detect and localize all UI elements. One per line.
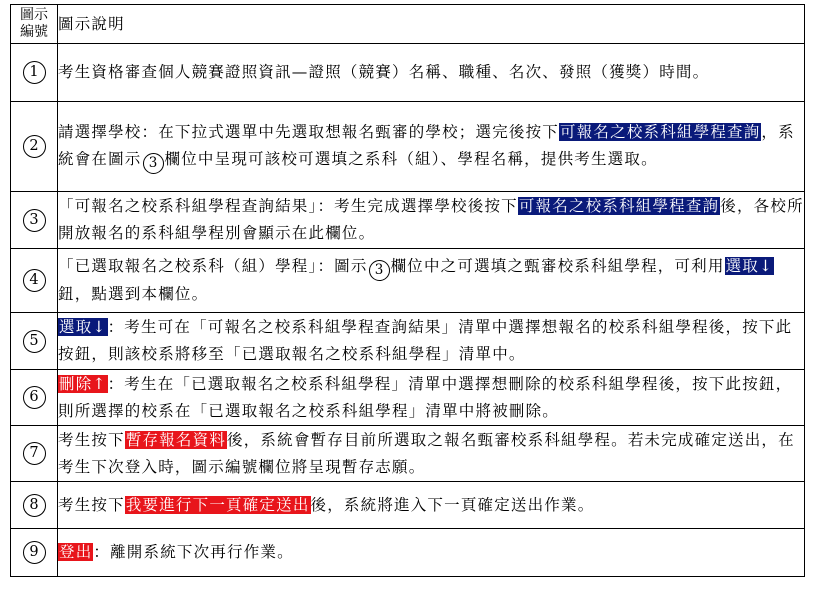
circled-ref-3: 3 <box>143 153 164 174</box>
circled-number-2: 2 <box>23 135 46 158</box>
circled-ref-3: 3 <box>369 260 390 281</box>
header-num-label-line2: 編號 <box>20 24 48 40</box>
legend-row-3 <box>11 192 805 249</box>
select-down-button-label: 選取↓ <box>59 318 107 336</box>
next-page-submit-button-label: 我要進行下一頁確定送出 <box>125 495 310 514</box>
circled-number-1: 1 <box>23 61 46 84</box>
circled-number-9: 9 <box>23 541 46 564</box>
select-down-button-label: 選取↓ <box>725 257 774 275</box>
delete-up-button-label: 刪除↑ <box>59 374 107 393</box>
row-6-desc: 刪除↑：考生在「已選取報名之校系科組學程」清單中選擇想刪除的校系科組學程後，按下此按鈕，則所選擇的校系在「已選取報名之校系科組學程」清單中將被刪除。 <box>58 370 805 426</box>
circled-number-4: 4 <box>23 269 46 292</box>
legend-table <box>10 4 805 577</box>
row-2-desc: 請選擇學校：在下拉式選單中先選取想報名甄審的學校；選完後按下可報名之校系科組學程查詢，系統會在圖示 3 欄位中呈現可該校可選填之系科（組）、學程名稱，提供考生選取。 <box>58 102 805 192</box>
circled-number-5: 5 <box>23 330 46 353</box>
header-desc-cell <box>58 5 805 44</box>
header-num-cell <box>11 5 58 44</box>
row-7-desc: 考生按下暫存報名資料後，系統會暫存目前所選取之報名甄審校系科組學程。若未完成確定送出，在考生下次登入時，圖示編號欄位將呈現暫存志願。 <box>58 426 805 482</box>
legend-row-6 <box>11 370 805 426</box>
row-4-desc: 「已選取報名之校系科（組）學程」：圖示 3 欄位中之可選填之甄審校系科組學程，可利用選取↓鈕，點選到本欄位。 <box>58 249 805 313</box>
header-row <box>11 5 805 44</box>
legend-row-7 <box>11 426 805 482</box>
row-8-desc: 考生按下我要進行下一頁確定送出後，系統將進入下一頁確定送出作業。 <box>58 482 805 529</box>
row-3-desc: 「可報名之校系科組學程查詢結果」：考生完成選擇學校後按下可報名之校系科組學程查詢後，各校所開放報名的系科組學程別會顯示在此欄位。 <box>58 192 805 249</box>
logout-button-label: 登出 <box>59 543 93 561</box>
legend-row-2 <box>11 102 805 192</box>
row-5-desc: 選取↓：考生可在「可報名之校系科組學程查詢結果」清單中選擇想報名的校系科組學程後，按下此按鈕，則該校系將移至「已選取報名之校系科組學程」清單中。 <box>58 313 805 370</box>
circled-number-3: 3 <box>23 209 46 232</box>
circled-number-7: 7 <box>23 442 46 465</box>
legend-row-8 <box>11 482 805 529</box>
header-num-label-line1: 圖示 <box>20 7 48 23</box>
circled-number-6: 6 <box>23 386 46 409</box>
query-button-label: 可報名之校系科組學程查詢 <box>560 123 761 141</box>
row-9-desc: 登出：離開系統下次再行作業。 <box>58 529 805 577</box>
legend-row-5 <box>11 313 805 370</box>
legend-row-1 <box>11 44 805 102</box>
row-1-desc: 考生資格審查個人競賽證照資訊—證照（競賽）名稱、職種、名次、發照（獲獎）時間。 <box>58 44 805 102</box>
circled-number-8: 8 <box>23 494 46 517</box>
legend-row-4 <box>11 249 805 313</box>
header-desc-label: 圖示說明 <box>58 14 125 33</box>
save-draft-button-label: 暫存報名資料 <box>125 430 227 449</box>
query-button-label: 可報名之校系科組學程查詢 <box>518 197 720 215</box>
legend-row-9 <box>11 529 805 577</box>
